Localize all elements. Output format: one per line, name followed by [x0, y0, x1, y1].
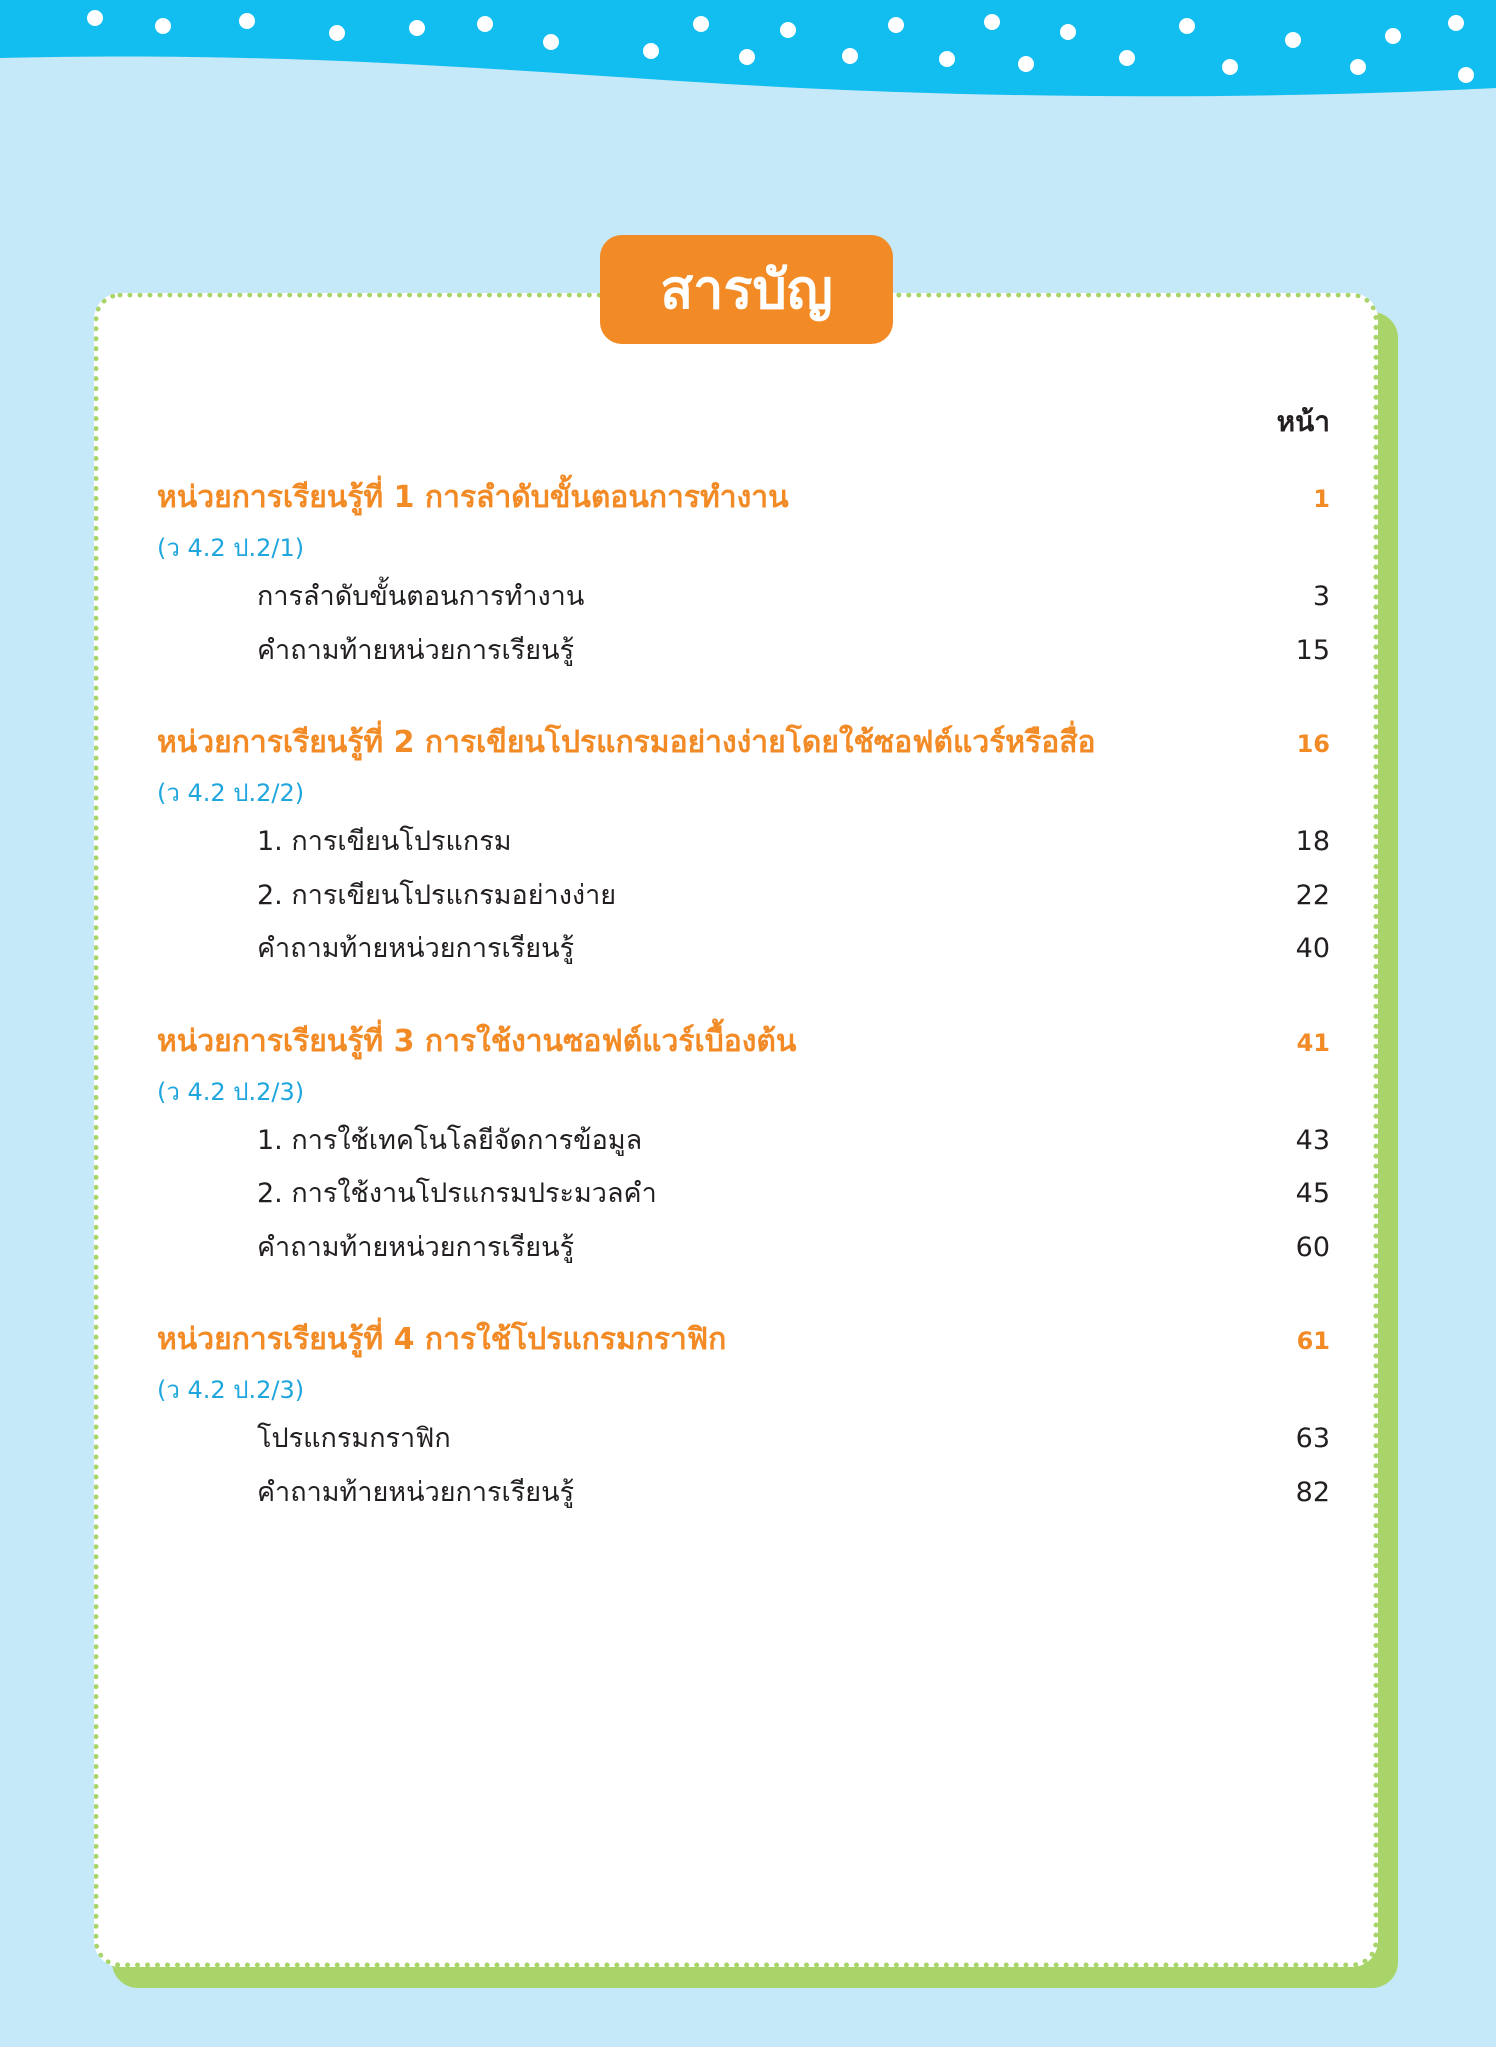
entry-page-number: 43 [1295, 1124, 1330, 1156]
unit-3 [157, 1014, 1330, 1275]
toc-entry[interactable] [157, 624, 1330, 678]
unit-page-number: 1 [1313, 485, 1330, 513]
page-title: สารบัญ [600, 235, 893, 344]
toc-entry[interactable] [157, 570, 1330, 624]
toc-entry[interactable] [157, 1412, 1330, 1466]
unit-2 [157, 715, 1330, 976]
unit-page-number: 16 [1296, 730, 1330, 758]
unit-page-number: 41 [1296, 1028, 1330, 1057]
toc-entry[interactable] [157, 1167, 1330, 1221]
entry-page-number: 18 [1295, 826, 1330, 857]
entry-page-number: 3 [1312, 581, 1330, 612]
unit-4 [157, 1312, 1330, 1519]
entry-label: คำถามท้ายหน่วยการเรียนรู้ [257, 1231, 575, 1263]
unit-1 [157, 470, 1330, 677]
entry-page-number: 15 [1295, 634, 1330, 666]
unit-page-number: 61 [1296, 1327, 1330, 1355]
entry-page-number: 60 [1295, 1231, 1330, 1263]
entry-label: 2. การใช้งานโปรแกรมประมวลคำ [257, 1178, 657, 1209]
standard-code: (ว 4.2 ป.2/3) [157, 1376, 305, 1404]
standard-code: (ว 4.2 ป.2/2) [157, 779, 305, 807]
unit-heading: หน่วยการเรียนรู้ที่ 3 การใช้งานซอฟต์แวร์เบื้องต้น [157, 1023, 797, 1059]
page-column-header: หน้า [1276, 405, 1330, 438]
unit-heading: หน่วยการเรียนรู้ที่ 2 การเขียนโปรแกรมอย่างง่ายโดยใช้ซอฟต์แวร์หรือสื่อ [157, 725, 1096, 760]
unit-heading-row[interactable] [157, 715, 1330, 771]
unit-heading: หน่วยการเรียนรู้ที่ 4 การใช้โปรแกรมกราฟิก [157, 1322, 727, 1357]
unit-heading-row[interactable] [157, 470, 1330, 526]
entry-page-number: 63 [1295, 1423, 1330, 1454]
entry-page-number: 40 [1295, 933, 1330, 964]
entry-label: คำถามท้ายหน่วยการเรียนรู้ [257, 1476, 575, 1508]
standard-code: (ว 4.2 ป.2/3) [157, 1077, 305, 1106]
entry-page-number: 45 [1295, 1178, 1330, 1209]
entry-label: 1. การใช้เทคโนโลยีจัดการข้อมูล [257, 1124, 643, 1156]
unit-heading-row[interactable] [157, 1014, 1330, 1070]
entry-label: คำถามท้ายหน่วยการเรียนรู้ [257, 634, 575, 666]
entry-label: 1. การเขียนโปรแกรม [257, 826, 512, 857]
entry-label: คำถามท้ายหน่วยการเรียนรู้ [257, 933, 575, 964]
standard-code: (ว 4.2 ป.2/1) [157, 534, 305, 562]
entry-page-number: 82 [1295, 1476, 1330, 1508]
unit-heading-row[interactable] [157, 1312, 1330, 1368]
table-of-contents [157, 470, 1330, 1557]
unit-heading: หน่วยการเรียนรู้ที่ 1 การลำดับขั้นตอนการทำงาน [157, 480, 789, 515]
entry-label: การลำดับขั้นตอนการทำงาน [257, 581, 585, 612]
top-wave-banner [0, 0, 1496, 110]
entry-label: โปรแกรมกราฟิก [257, 1423, 451, 1454]
toc-entry[interactable] [157, 1466, 1330, 1520]
entry-page-number: 22 [1295, 879, 1330, 911]
toc-entry[interactable] [157, 869, 1330, 923]
entry-label: 2. การเขียนโปรแกรมอย่างง่าย [257, 879, 617, 911]
toc-entry[interactable] [157, 1114, 1330, 1168]
toc-entry[interactable] [157, 922, 1330, 976]
toc-entry[interactable] [157, 1221, 1330, 1275]
toc-entry[interactable] [157, 815, 1330, 869]
